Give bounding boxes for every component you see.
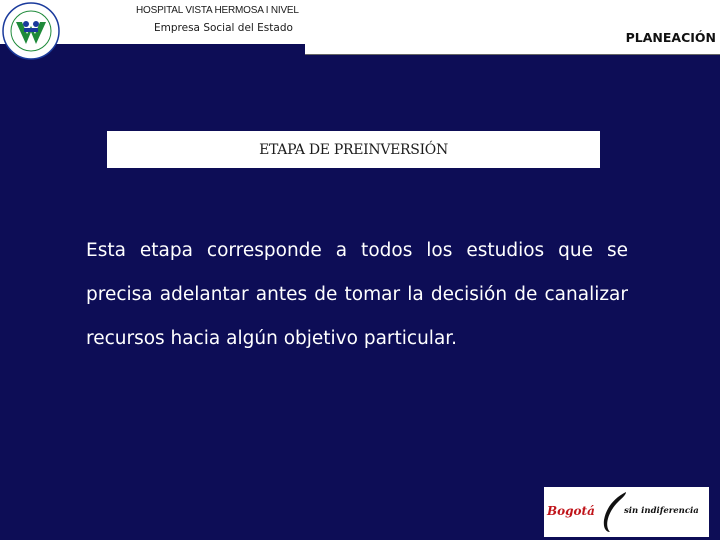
section-label: PLANEACIÓN xyxy=(625,30,716,45)
bogota-word: Bogotá xyxy=(547,504,595,518)
hospital-logo-icon xyxy=(2,2,60,60)
body-paragraph: Esta etapa corresponde a todos los estudios que se precisa adelantar antes de tomar la decisión de canalizar recursos hacia algún objetivo particular. xyxy=(86,240,628,349)
sin-indiferencia-word: sin indiferencia xyxy=(624,506,699,516)
stage-title-box xyxy=(107,131,600,168)
header-right-band xyxy=(305,0,720,55)
hospital-subtitle: Empresa Social del Estado xyxy=(154,22,293,34)
stage-title: ETAPA DE PREINVERSIÓN xyxy=(259,141,448,158)
hospital-name: HOSPITAL VISTA HERMOSA I NIVEL xyxy=(136,5,299,16)
bogota-sin-indiferencia-logo xyxy=(544,487,709,537)
